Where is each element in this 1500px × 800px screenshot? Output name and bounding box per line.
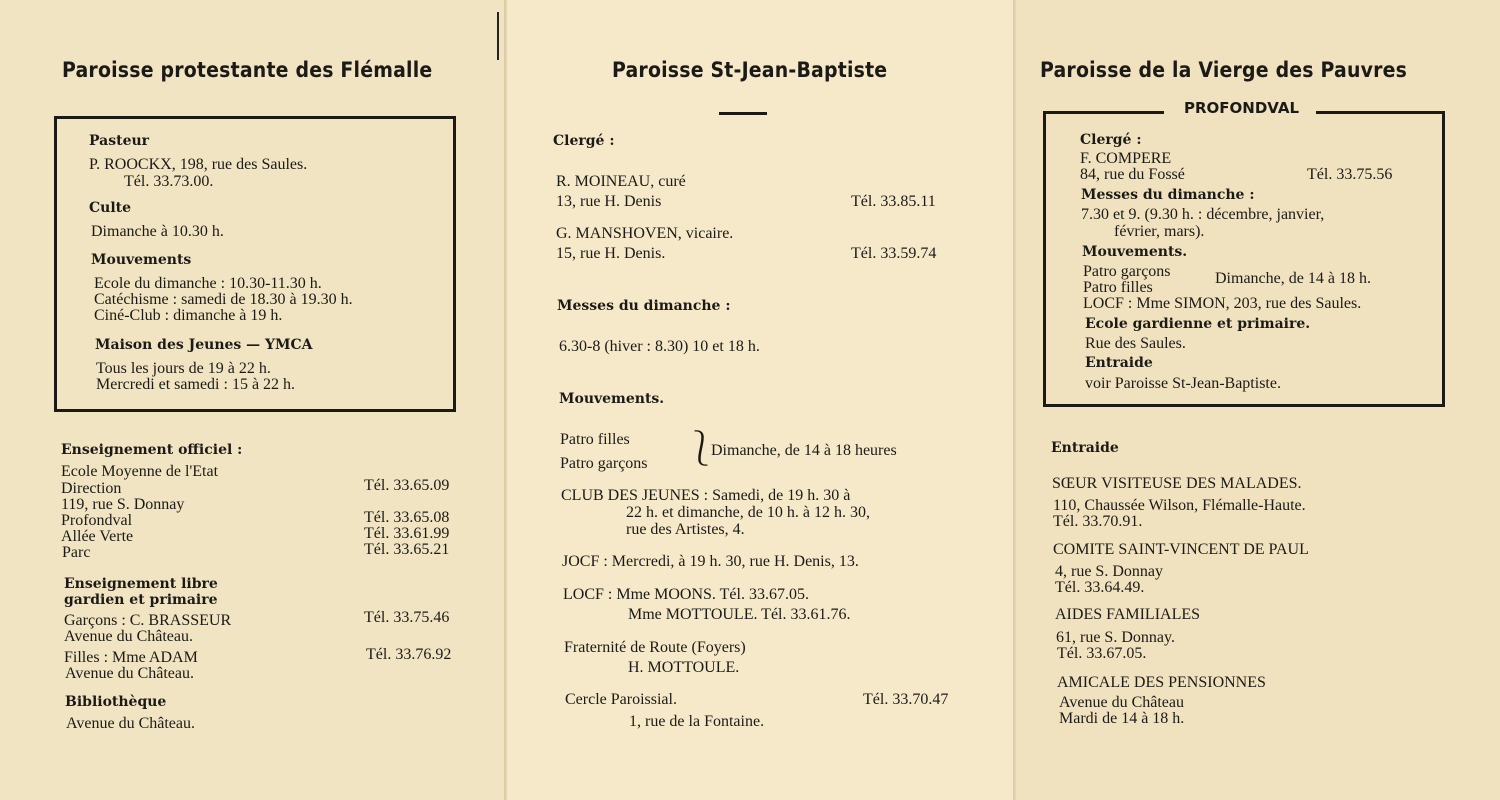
- messes-heading-right: Messes du dimanche :: [1081, 187, 1255, 203]
- mouvements-heading-middle: Mouvements.: [559, 391, 665, 407]
- clerge-1-tel: Tél. 33.85.11: [851, 193, 936, 210]
- mouvements-right-line-2: Patro filles: [1083, 279, 1153, 296]
- libre-line-1-tel: Tél. 33.75.46: [364, 609, 450, 626]
- ens-line-5-tel: Tél. 33.61.99: [364, 525, 450, 542]
- pen-mark: [497, 12, 499, 60]
- libre-line-2: Avenue du Château.: [64, 628, 193, 645]
- ecole-heading: Ecole gardienne et primaire.: [1085, 316, 1311, 332]
- soeur-line-1: 110, Chaussée Wilson, Flémalle-Haute.: [1053, 497, 1306, 514]
- mouvements-line-2: Catéchisme : samedi de 18.30 à 19.30 h.: [94, 291, 353, 308]
- cercle-line-2: 1, rue de la Fontaine.: [629, 713, 765, 730]
- ens-line-6-tel: Tél. 33.65.21: [364, 541, 450, 558]
- maison-line-1: Tous les jours de 19 à 22 h.: [96, 360, 271, 377]
- aides-line-1: 61, rue S. Donnay.: [1056, 629, 1175, 646]
- ens-line-2: Direction: [61, 480, 122, 497]
- clerge-1-name: R. MOINEAU, curé: [556, 173, 686, 190]
- messes-right-line-1: 7.30 et 9. (9.30 h. : décembre, janvier,: [1081, 206, 1325, 223]
- clerge-2-name: G. MANSHOVEN, vicaire.: [556, 225, 734, 242]
- amicale-heading: AMICALE DES PENSIONNES: [1057, 674, 1266, 691]
- entraide-heading: Entraide: [1051, 440, 1119, 456]
- pasteur-line-1: P. ROOCKX, 198, rue des Saules.: [89, 156, 308, 173]
- amicale-line-2: Mardi de 14 à 18 h.: [1059, 710, 1185, 727]
- patro-garcons: Patro garçons: [560, 455, 648, 472]
- comite-line-2: Tél. 33.64.49.: [1055, 579, 1145, 596]
- club-line-3: rue des Artistes, 4.: [626, 521, 745, 538]
- enseignement-libre-heading-1: Enseignement libre: [64, 576, 218, 592]
- messes-heading: Messes du dimanche :: [557, 298, 731, 314]
- libre-line-3-tel: Tél. 33.76.92: [366, 646, 452, 663]
- mouvements-right-time: Dimanche, de 14 à 18 h.: [1215, 270, 1371, 287]
- mouvements-line-1: Ecole du dimanche : 10.30-11.30 h.: [94, 275, 322, 292]
- soeur-line-2: Tél. 33.70.91.: [1053, 513, 1143, 530]
- libre-line-3: Filles : Mme ADAM: [64, 649, 198, 666]
- jocf-line: JOCF : Mercredi, à 19 h. 30, rue H. Denis, 13.: [562, 553, 859, 570]
- locf-line-2: Mme MOTTOULE. Tél. 33.61.76.: [628, 606, 851, 623]
- entraide-box-line-1: voir Paroisse St-Jean-Baptiste.: [1085, 375, 1281, 392]
- clerge-1-address: 13, rue H. Denis: [556, 193, 662, 210]
- libre-line-4: Avenue du Château.: [65, 665, 194, 682]
- comite-line-1: 4, rue S. Donnay: [1055, 563, 1163, 580]
- brace-icon: ⎱: [684, 429, 718, 469]
- ens-line-4: Profondval: [61, 512, 133, 529]
- fraternite-line-2: H. MOTTOULE.: [628, 659, 740, 676]
- club-line-1: CLUB DES JEUNES : Samedi, de 19 h. 30 à: [561, 487, 851, 504]
- fraternite-line-1: Fraternité de Route (Foyers): [564, 639, 746, 656]
- club-line-2: 22 h. et dimanche, de 10 h. à 12 h. 30,: [626, 504, 870, 521]
- ens-line-2-tel: Tél. 33.65.09: [364, 477, 450, 494]
- enseignement-officiel-heading: Enseignement officiel :: [61, 442, 243, 458]
- mouvements-right-line-1: Patro garçons: [1083, 263, 1171, 280]
- culte-heading: Culte: [89, 200, 132, 216]
- mouvements-heading-right: Mouvements.: [1082, 244, 1188, 260]
- clerge-heading: Clergé :: [553, 133, 615, 149]
- pasteur-heading: Pasteur: [89, 133, 150, 149]
- patro-filles: Patro filles: [560, 431, 630, 448]
- subtitle-profondval: PROFONDVAL: [1184, 99, 1300, 117]
- page-title-st-jean: Paroisse St-Jean-Baptiste: [612, 58, 888, 82]
- maison-heading: Maison des Jeunes — YMCA: [95, 337, 313, 353]
- mouvements-heading: Mouvements: [91, 252, 192, 268]
- clerge-heading-right: Clergé :: [1080, 132, 1142, 148]
- clerge-right-line-1: F. COMPERE: [1080, 150, 1172, 167]
- culte-line-1: Dimanche à 10.30 h.: [91, 223, 224, 240]
- page-title-vierge: Paroisse de la Vierge des Pauvres: [1040, 58, 1408, 82]
- ens-line-4-tel: Tél. 33.65.08: [364, 509, 450, 526]
- clerge-right-tel: Tél. 33.75.56: [1307, 166, 1393, 183]
- comite-heading: COMITE SAINT-VINCENT DE PAUL: [1053, 541, 1309, 558]
- soeur-heading: SŒUR VISITEUSE DES MALADES.: [1052, 475, 1302, 492]
- entraide-box-heading: Entraide: [1085, 355, 1153, 371]
- libre-line-1: Garçons : C. BRASSEUR: [64, 612, 232, 629]
- patro-time: Dimanche, de 14 à 18 heures: [711, 442, 897, 459]
- ens-line-1: Ecole Moyenne de l'Etat: [61, 463, 219, 480]
- messes-right-line-2: février, mars).: [1114, 223, 1205, 240]
- cercle-tel: Tél. 33.70.47: [863, 691, 949, 708]
- fold-line-right: [1013, 0, 1016, 800]
- bibliotheque-line-1: Avenue du Château.: [66, 715, 195, 732]
- box-top-right: [1316, 111, 1442, 114]
- mouvements-line-3: Ciné-Club : dimanche à 19 h.: [94, 307, 283, 324]
- fold-line-left: [504, 0, 507, 800]
- maison-line-2: Mercredi et samedi : 15 à 22 h.: [96, 376, 296, 393]
- cercle-line-1: Cercle Paroissial.: [565, 691, 677, 708]
- ens-line-6: Parc: [62, 544, 91, 561]
- aides-line-2: Tél. 33.67.05.: [1057, 645, 1147, 662]
- locf-line-1: LOCF : Mme MOONS. Tél. 33.67.05.: [563, 586, 809, 603]
- ens-line-3: 119, rue S. Donnay: [61, 496, 185, 513]
- amicale-line-1: Avenue du Château: [1059, 694, 1184, 711]
- aides-heading: AIDES FAMILIALES: [1055, 606, 1201, 623]
- box-top-left: [1043, 111, 1164, 114]
- clerge-2-tel: Tél. 33.59.74: [851, 245, 937, 262]
- messes-line-1: 6.30-8 (hiver : 8.30) 10 et 18 h.: [559, 338, 760, 355]
- clerge-right-line-2: 84, rue du Fossé: [1080, 166, 1185, 183]
- bibliotheque-heading: Bibliothèque: [65, 694, 167, 710]
- title-underline: [719, 112, 767, 115]
- ecole-line-1: Rue des Saules.: [1085, 335, 1186, 352]
- ens-line-5: Allée Verte: [61, 528, 134, 545]
- mouvements-right-line-3: LOCF : Mme SIMON, 203, rue des Saules.: [1083, 295, 1362, 312]
- page-title-protestant: Paroisse protestante des Flémalle: [62, 58, 433, 82]
- enseignement-libre-heading-2: gardien et primaire: [64, 592, 218, 608]
- clerge-2-address: 15, rue H. Denis.: [556, 245, 666, 262]
- pasteur-line-2: Tél. 33.73.00.: [124, 173, 214, 190]
